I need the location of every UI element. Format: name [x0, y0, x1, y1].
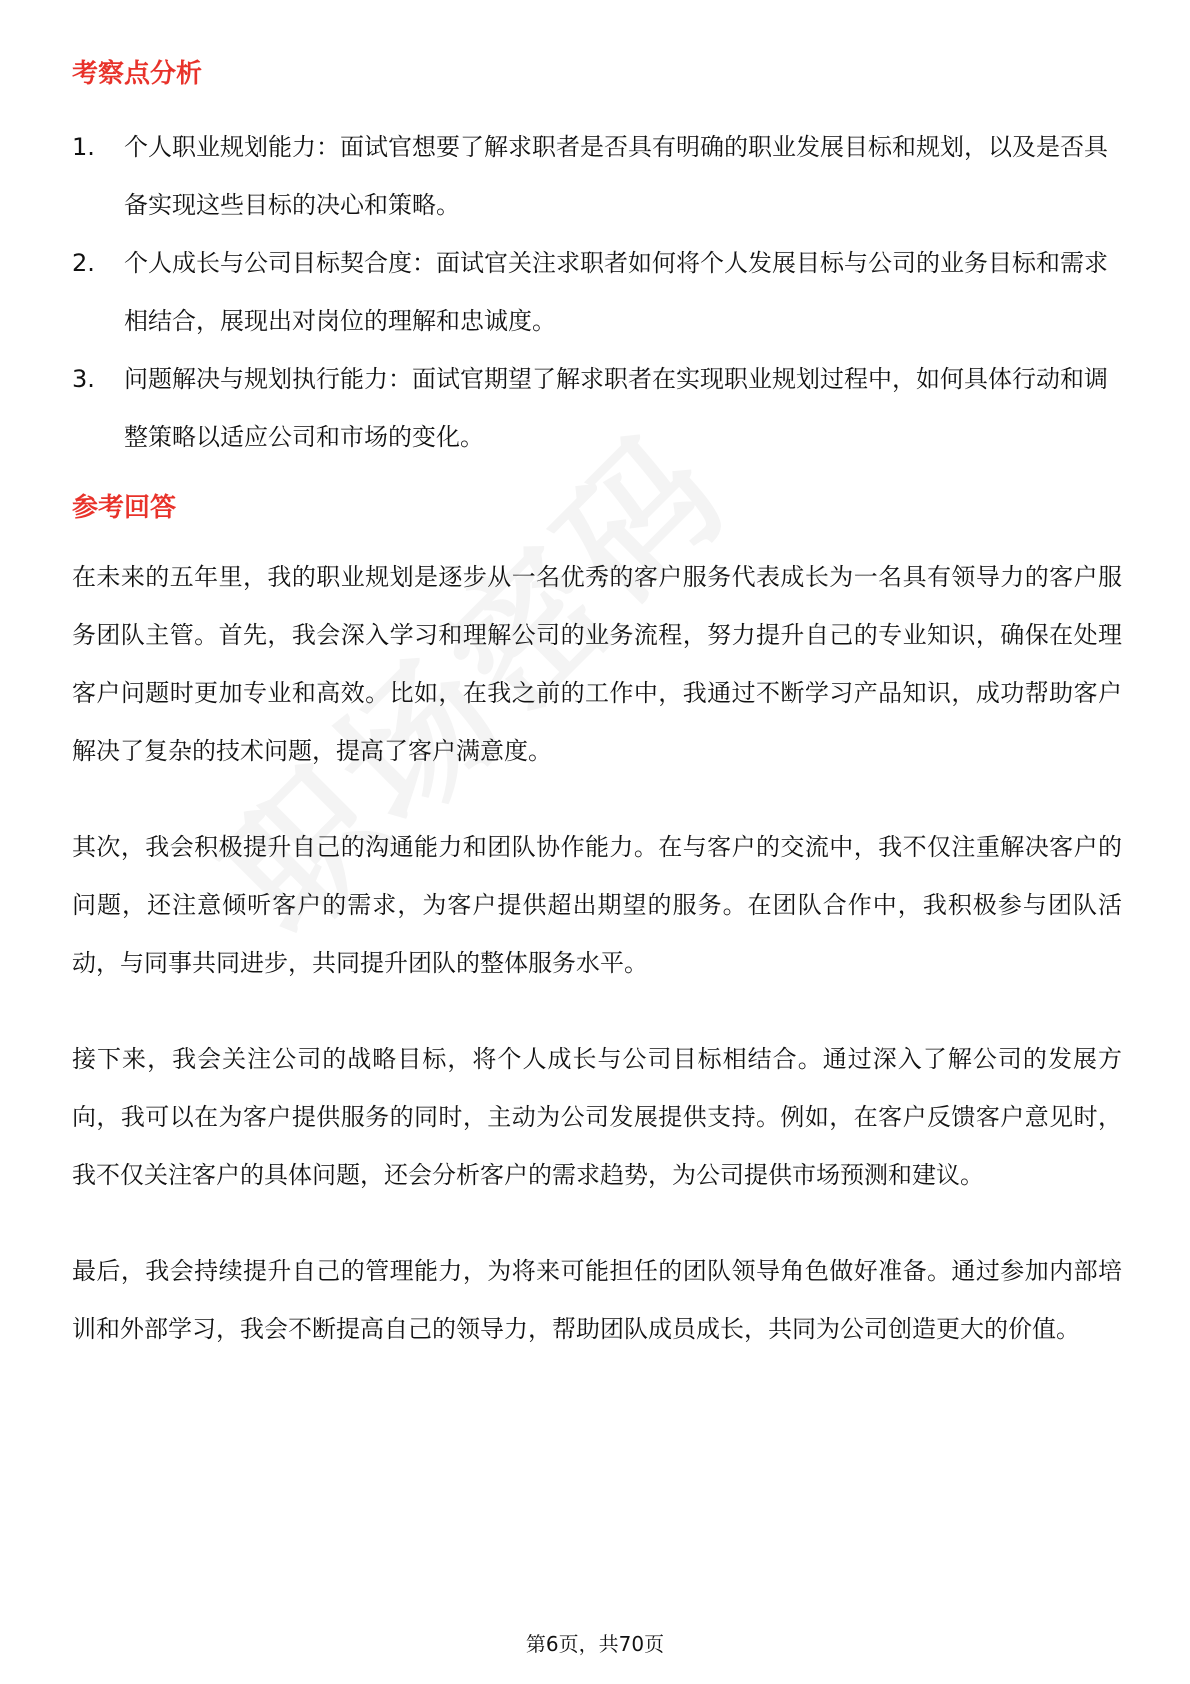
list-item — [72, 350, 1122, 466]
list-item-text: 问题解决与规划执行能力：面试官期望了解求职者在实现职业规划过程中，如何具体行动和调整策略以适应公司和市场的变化。 — [124, 365, 1108, 451]
page-number: 第6页，共70页 — [525, 1632, 665, 1656]
document-body — [72, 48, 1122, 1396]
list-item-number: 1. — [72, 133, 95, 161]
answer-body — [72, 548, 1122, 1358]
answer-paragraph: 其次，我会积极提升自己的沟通能力和团队协作能力。在与客户的交流中，我不仅注重解决客户的问题，还注意倾听客户的需求，为客户提供超出期望的服务。在团队合作中，我积极参与团队活动，与同事共同进步，共同提升团队的整体服务水平。 — [72, 833, 1122, 977]
list-item-text: 个人成长与公司目标契合度：面试官关注求职者如何将个人发展目标与公司的业务目标和需求相结合，展现出对岗位的理解和忠诚度。 — [124, 249, 1108, 335]
section-title-analysis: 考察点分析 — [72, 59, 203, 89]
list-item-number: 2. — [72, 249, 95, 277]
section-title-answer: 参考回答 — [72, 493, 177, 523]
analysis-list — [72, 118, 1122, 466]
list-item-text: 个人职业规划能力：面试官想要了解求职者是否具有明确的职业发展目标和规划，以及是否具备实现这些目标的决心和策略。 — [124, 133, 1108, 219]
answer-paragraph: 最后，我会持续提升自己的管理能力，为将来可能担任的团队领导角色做好准备。通过参加内部培训和外部学习，我会不断提高自己的领导力，帮助团队成员成长，共同为公司创造更大的价值。 — [72, 1257, 1122, 1343]
list-item-number: 3. — [72, 365, 95, 393]
answer-paragraph: 接下来，我会关注公司的战略目标，将个人成长与公司目标相结合。通过深入了解公司的发展方向，我可以在为客户提供服务的同时，主动为公司发展提供支持。例如，在客户反馈客户意见时，我不仅关注客户的具体问题，还会分析客户的需求趋势，为公司提供市场预测和建议。 — [72, 1045, 1122, 1189]
answer-paragraph: 在未来的五年里，我的职业规划是逐步从一名优秀的客户服务代表成长为一名具有领导力的客户服务团队主管。首先，我会深入学习和理解公司的业务流程，努力提升自己的专业知识，确保在处理客户问题时更加专业和高效。比如，在我之前的工作中，我通过不断学习产品知识，成功帮助客户解决了复杂的技术问题，提高了客户满意度。 — [72, 563, 1122, 765]
list-item — [72, 234, 1122, 350]
list-item — [72, 118, 1122, 234]
